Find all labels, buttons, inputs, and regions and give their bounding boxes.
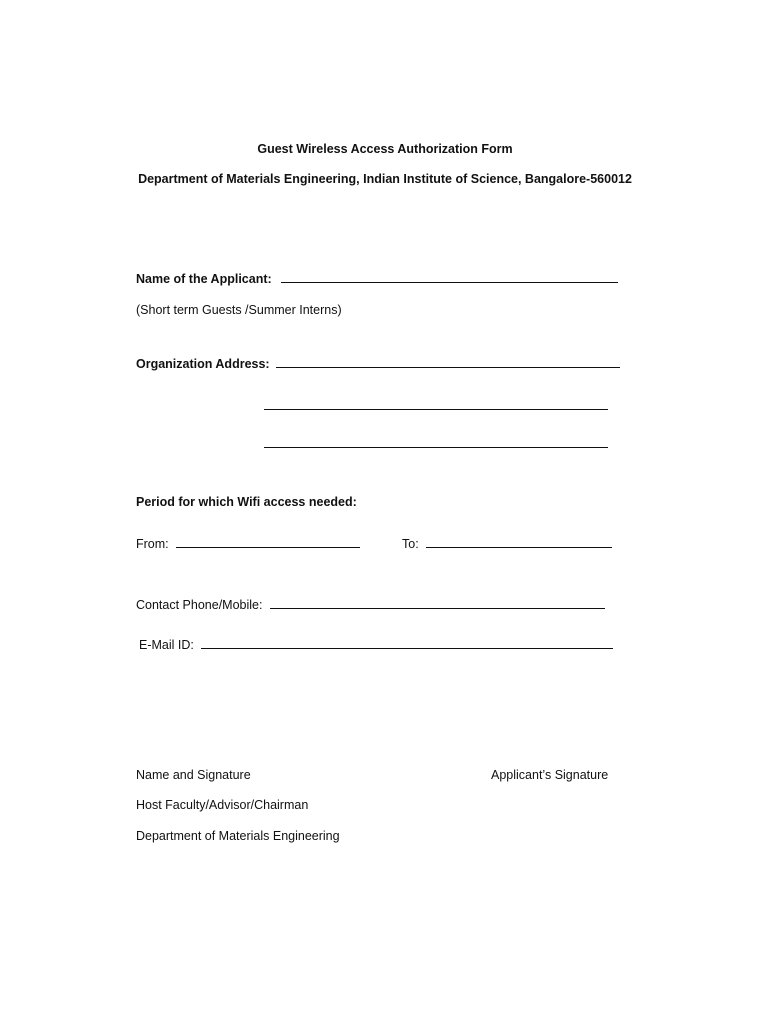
to-label: To: <box>402 537 419 551</box>
department-heading: Department of Materials Engineering, Indian Institute of Science, Bangalore-560012 <box>138 172 632 186</box>
applicant-signature-label: Applicant’s Signature <box>491 768 609 782</box>
contact-field[interactable] <box>270 596 605 609</box>
from-row <box>136 535 360 552</box>
form-title: Guest Wireless Access Authorization Form <box>257 142 513 156</box>
to-row <box>402 535 612 552</box>
email-field[interactable] <box>201 636 613 649</box>
period-label: Period for which Wifi access needed: <box>136 495 357 509</box>
contact-label: Contact Phone/Mobile: <box>136 598 263 612</box>
applicant-name-row <box>136 270 618 287</box>
organization-address-label: Organization Address: <box>136 357 270 371</box>
from-label: From: <box>136 537 169 551</box>
host-name-signature-label: Name and Signature <box>136 768 251 782</box>
organization-address-field-2[interactable] <box>264 408 608 410</box>
email-row <box>139 636 613 653</box>
organization-address-row <box>136 355 620 372</box>
from-date-field[interactable] <box>176 535 360 548</box>
contact-row <box>136 596 605 613</box>
applicant-name-label: Name of the Applicant: <box>136 272 272 286</box>
applicant-note: (Short term Guests /Summer Interns) <box>136 303 342 317</box>
to-date-field[interactable] <box>426 535 612 548</box>
organization-address-field-1[interactable] <box>276 355 620 368</box>
email-label: E-Mail ID: <box>139 638 194 652</box>
organization-address-field-3[interactable] <box>264 446 608 448</box>
applicant-name-field[interactable] <box>281 270 618 283</box>
host-role-label: Host Faculty/Advisor/Chairman <box>136 798 309 812</box>
host-department-label: Department of Materials Engineering <box>136 829 340 843</box>
